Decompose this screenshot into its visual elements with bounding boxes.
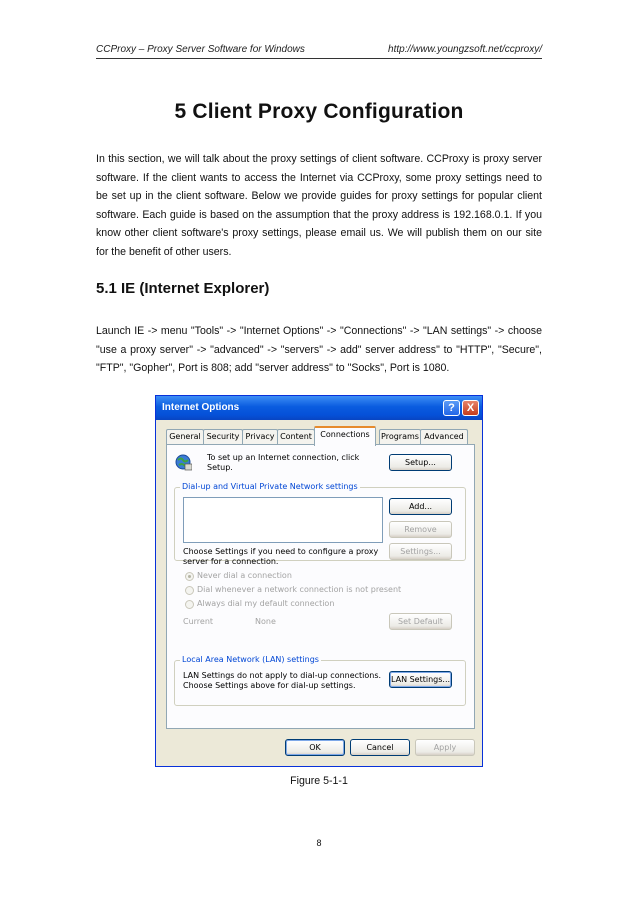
header-rule xyxy=(96,58,542,59)
settings-button: Settings... xyxy=(389,543,452,560)
running-header xyxy=(96,44,542,55)
intro-paragraph: In this section, we will talk about the proxy settings of client software. CCProxy is proxy server software. If the client wants to access the Internet via CCProxy, some proxy settings need to be set up in the client software. Below we provide guides for proxy settings for popular client software. Each guide is based on the assumption that the proxy address is 192.168.0.1. If you know other client software's proxy settings, please email us. We will publish them on our site for the benefit of other users. xyxy=(96,153,542,258)
choose-text-line1: Choose Settings if you need to configure a proxy xyxy=(183,547,379,556)
tab-general[interactable]: General xyxy=(166,429,204,445)
radio-always-dial-label: Always dial my default connection xyxy=(197,599,335,608)
add-button[interactable]: Add... xyxy=(389,498,452,515)
tab-content[interactable]: Content xyxy=(277,429,315,445)
remove-button: Remove xyxy=(389,521,452,538)
current-value: None xyxy=(255,617,276,626)
page-number: 8 xyxy=(316,838,322,848)
connections-panel xyxy=(166,444,475,729)
section-paragraph: Launch IE -> menu "Tools" -> "Internet Options" -> "Connections" -> "LAN settings" -> choose "use a proxy server" -> "advanced" -> "servers" -> add" server address" to "HTTP", "Secure", "FTP", "Gopher", Port is 808; add "server address" to "Socks", Port is 1080. xyxy=(96,325,542,375)
apply-button: Apply xyxy=(415,739,475,756)
internet-options-dialog xyxy=(155,395,483,767)
ok-button[interactable]: OK xyxy=(285,739,345,756)
tab-security[interactable]: Security xyxy=(203,429,243,445)
radio-dial-whenever-label: Dial whenever a network connection is not present xyxy=(197,585,402,594)
radio-never-dial[interactable] xyxy=(185,572,194,581)
tab-connections[interactable]: Connections xyxy=(314,426,376,446)
header-url[interactable]: http://www.youngzsoft.net/ccproxy/ xyxy=(388,44,542,55)
lan-text-line2: Choose Settings above for dial-up settings. xyxy=(183,681,356,690)
chapter-title: 5 Client Proxy Configuration xyxy=(174,100,464,123)
tab-privacy[interactable]: Privacy xyxy=(242,429,278,445)
dialog-title: Internet Options xyxy=(162,402,240,413)
cancel-button[interactable]: Cancel xyxy=(350,739,410,756)
current-label: Current xyxy=(183,617,214,626)
setup-button[interactable]: Setup... xyxy=(389,454,452,471)
tab-programs[interactable]: Programs xyxy=(379,429,421,445)
setup-text-line2: Setup. xyxy=(207,463,233,472)
close-icon[interactable]: X xyxy=(462,400,479,416)
lan-group-label: Local Area Network (LAN) settings xyxy=(182,655,319,664)
lan-settings-button[interactable]: LAN Settings... xyxy=(389,671,452,688)
choose-text-line2: server for a connection. xyxy=(183,557,279,566)
radio-always-dial[interactable] xyxy=(185,600,194,609)
dialog-titlebar[interactable] xyxy=(156,396,482,420)
radio-dial-whenever[interactable] xyxy=(185,586,194,595)
header-title: CCProxy – Proxy Server Software for Windows xyxy=(96,44,305,55)
dialup-group-label: Dial-up and Virtual Private Network settings xyxy=(182,482,358,491)
tab-advanced[interactable]: Advanced xyxy=(420,429,468,445)
connections-listbox[interactable] xyxy=(183,497,383,543)
setup-text-line1: To set up an Internet connection, click xyxy=(207,453,360,462)
globe-icon xyxy=(175,454,192,471)
set-default-button: Set Default xyxy=(389,613,452,630)
help-icon[interactable]: ? xyxy=(443,400,460,416)
figure-caption: Figure 5-1-1 xyxy=(290,775,348,787)
radio-never-dial-label: Never dial a connection xyxy=(197,571,292,580)
section-heading: 5.1 IE (Internet Explorer) xyxy=(96,280,270,297)
lan-text-line1: LAN Settings do not apply to dial-up connections. xyxy=(183,671,382,680)
